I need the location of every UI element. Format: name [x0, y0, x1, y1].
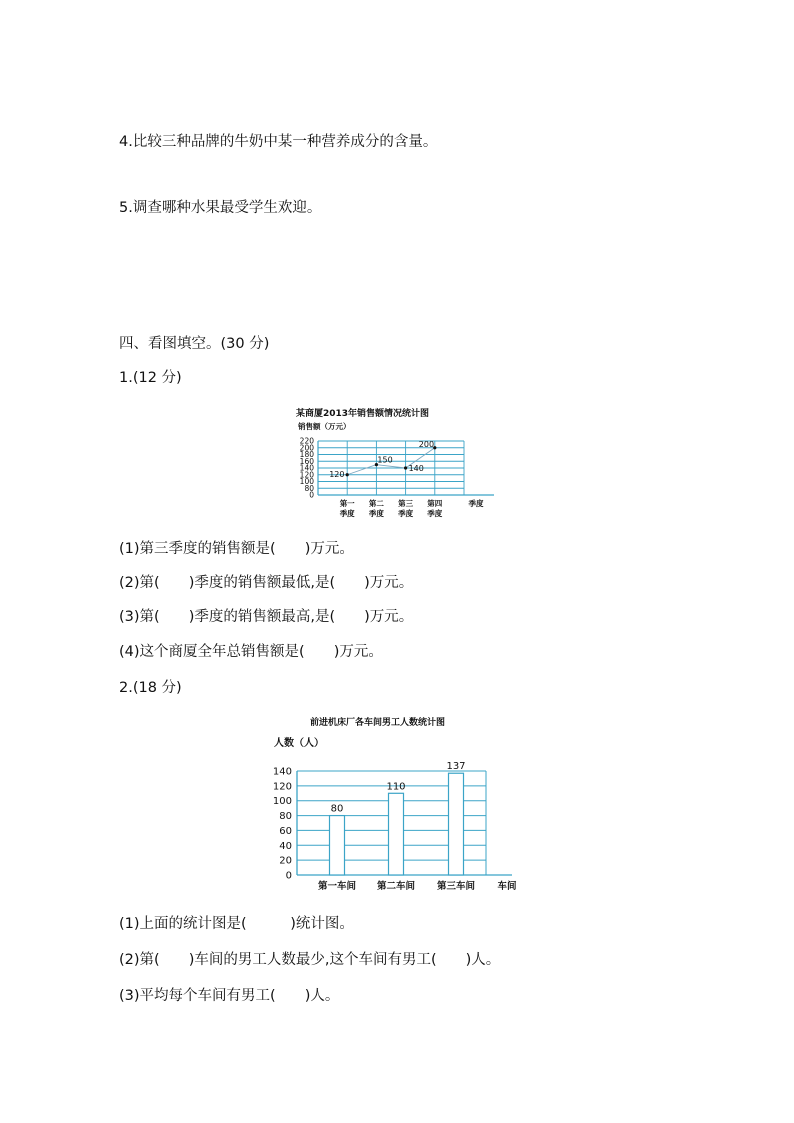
- chart-2-x-tick-label: 第二车间: [376, 881, 416, 892]
- chart-2-y-tick-label: 40: [279, 840, 292, 852]
- problem-2-question-2: (2)第( )车间的男工人数最少,这个车间有男工( )人。: [119, 952, 501, 968]
- chart-1-x-axis-label: 季度: [468, 499, 484, 508]
- problem-2-question-1: (1)上面的统计图是( )统计图。: [119, 916, 354, 932]
- chart-1-x-tick-label: 第一: [339, 499, 355, 508]
- chart-1-data-label: 150: [377, 455, 393, 465]
- chart-1-title: 某商厦2013年销售额情况统计图: [296, 409, 430, 419]
- problem-1-question-1: (1)第三季度的销售额是( )万元。: [119, 541, 354, 557]
- chart-1-y-tick-label: 220: [299, 436, 314, 446]
- chart-1-x-tick-label: 季度: [398, 509, 414, 518]
- chart-1-y-tick-label: 200: [299, 443, 314, 453]
- chart-2-bar: [330, 816, 345, 875]
- problem-2-question-3: (3)平均每个车间有男工( )人。: [119, 988, 340, 1004]
- problem-1-heading: 1.(12 分): [119, 370, 182, 386]
- chart-1-y-tick-label: 180: [299, 450, 314, 460]
- problem-2-heading: 2.(18 分): [119, 680, 182, 696]
- problem-1-question-4: (4)这个商厦全年总销售额是( )万元。: [119, 644, 383, 660]
- question-4: 4.比较三种品牌的牛奶中某一种营养成分的含量。: [119, 134, 438, 150]
- chart-2-x-tick-label: 第三车间: [436, 881, 476, 892]
- chart-1-x-tick-label: 季度: [339, 509, 355, 518]
- chart-2-data-label: 137: [446, 761, 466, 773]
- chart-1-y-axis-label: 销售额（万元）: [298, 422, 351, 431]
- chart-1-data-label: 120: [329, 469, 345, 479]
- chart-1-y-tick-label: 140: [299, 463, 314, 473]
- chart-1-y-tick-label: 120: [299, 470, 314, 480]
- chart-2-y-tick-label: 100: [272, 796, 292, 808]
- chart-1-x-tick-label: 第三: [398, 499, 414, 508]
- chart-2-y-tick-label: 120: [272, 781, 292, 793]
- problem-1-question-3: (3)第( )季度的销售额最高,是( )万元。: [119, 609, 414, 625]
- chart-1-y-tick-label: 160: [299, 456, 314, 466]
- chart-1-data-label: 140: [408, 464, 424, 473]
- chart-1-y-tick-label: 100: [299, 477, 314, 487]
- chart-2-data-label: 110: [386, 781, 406, 793]
- chart-2-y-tick-label: 20: [279, 855, 292, 867]
- chart-2-bar: [389, 793, 404, 875]
- chart-1-x-tick-label: 季度: [368, 509, 384, 518]
- chart-1-y-tick-label: 0: [309, 490, 314, 500]
- chart-2-title: 前进机床厂各车间男工人数统计图: [310, 718, 446, 728]
- chart-1-x-tick-label: 第四: [427, 499, 443, 508]
- chart-2-y-tick-label: 80: [279, 811, 292, 823]
- chart-2-y-tick-label: 140: [272, 766, 292, 778]
- chart-2-y-tick-label: 0: [285, 870, 292, 882]
- chart-2-bar: [449, 773, 464, 875]
- chart-1-x-tick-label: 季度: [427, 509, 443, 518]
- chart-1-y-tick-label: 80: [304, 483, 314, 493]
- chart-2-y-axis-label: 人数（人）: [274, 738, 324, 749]
- problem-1-question-2: (2)第( )季度的销售额最低,是( )万元。: [119, 575, 414, 591]
- question-5: 5.调查哪种水果最受学生欢迎。: [119, 200, 322, 216]
- chart-1-data-label: 200: [418, 439, 435, 449]
- section-4-heading: 四、看图填空。(30 分): [119, 336, 270, 352]
- chart-2-data-label: 80: [330, 803, 344, 815]
- chart-1-x-tick-label: 第二: [368, 499, 384, 508]
- chart-2-x-tick-label: 第一车间: [317, 881, 357, 892]
- chart-2-y-tick-label: 60: [279, 825, 292, 837]
- chart-2-x-axis-label: 车间: [497, 881, 517, 892]
